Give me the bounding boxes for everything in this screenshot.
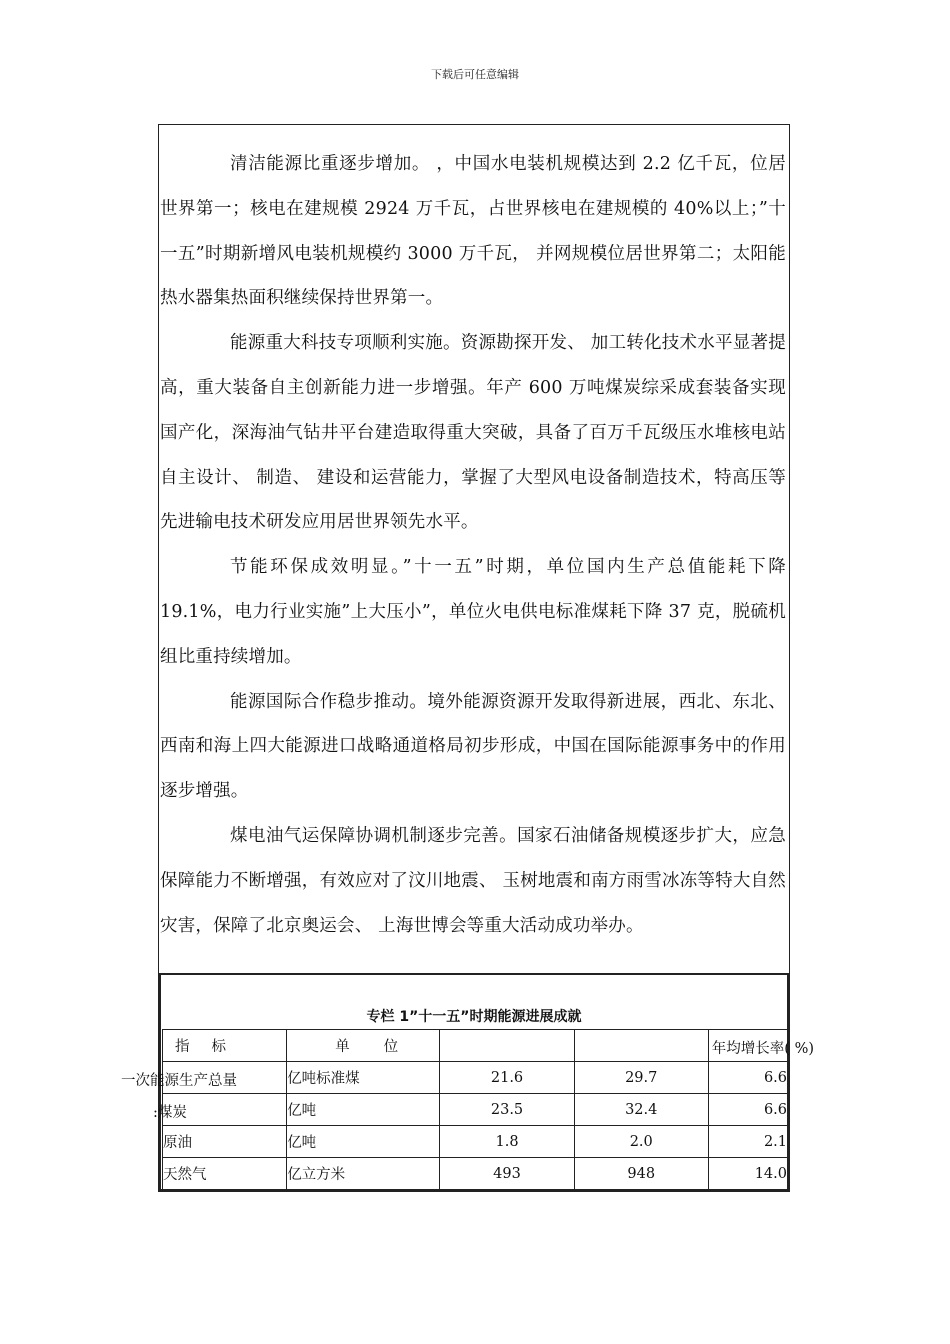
row-value-1: 21.6 (440, 1062, 574, 1094)
table-row (163, 1094, 788, 1126)
row-value-2: 32.4 (574, 1094, 708, 1126)
row-value-2: 29.7 (574, 1062, 708, 1094)
paragraph-technology: 能源重大科技专项顺利实施。资源勘探开发、 加工转化技术水平显著提高，重大装备自主创新能力进一步增强。年产 600 万吨煤炭综采成套装备实现国产化，深海油气钻井平台建造取得重大突破，具备了百万千瓦级压水堆核电站自主设计、 制造、 建设和运营能力，掌握了大型风电设备制造技术，特高压等先进输电技术研发应用居世界领先水平。 (160, 333, 786, 533)
header-indicator: 指标 (163, 1030, 287, 1062)
row-unit: 亿吨标准煤 (287, 1062, 440, 1094)
row-value-2: 948 (574, 1158, 708, 1190)
header-col3 (440, 1030, 574, 1062)
table-row (163, 1158, 788, 1190)
row-value-2: 2.0 (574, 1126, 708, 1158)
table-row (163, 1062, 788, 1094)
table-row (163, 1126, 788, 1158)
row-growth: 2.1 (708, 1126, 787, 1158)
row-growth: 14.0 (708, 1158, 787, 1190)
header-unit: 单位 (287, 1030, 440, 1062)
paragraph-energy-saving: 节能环保成效明显。”十一五”时期，单位国内生产总值能耗下降 19.1%，电力行业实施”上大压小”，单位火电供电标准煤耗下降 37 克，脱硫机组比重持续增加。 (160, 557, 786, 667)
row-growth: 6.6 (708, 1094, 787, 1126)
header-growth-rate: 年均增长率( %) (708, 1030, 787, 1062)
column-box (121, 973, 814, 1191)
energy-stats-table (121, 1029, 814, 1190)
body-text (160, 142, 786, 948)
row-value-1: 493 (440, 1158, 574, 1190)
paragraph-international-cooperation: 能源国际合作稳步推动。境外能源资源开发取得新进展，西北、东北、 西南和海上四大能源进口战略通道格局初步形成，中国在国际能源事务中的作用逐步增强。 (160, 691, 786, 802)
page-header: 下载后可任意编辑 (431, 68, 519, 81)
row-unit: 亿立方米 (287, 1158, 440, 1190)
row-unit: 亿吨 (287, 1126, 440, 1158)
row-growth: 6.6 (708, 1062, 787, 1094)
paragraph-supply-security: 煤电油气运保障协调机制逐步完善。国家石油储备规模逐步扩大，应急保障能力不断增强，有效应对了汶川地震、 玉树地震和南方雨雪冰冻等特大自然灾害，保障了北京奥运会、 上海世博会等重大活动成功举办。 (160, 825, 786, 936)
table-title: 专栏 1”十一五”时期能源进展成就 (366, 1009, 582, 1025)
row-value-1: 23.5 (440, 1094, 574, 1126)
header-col4 (574, 1030, 708, 1062)
row-name: 天然气 (163, 1158, 287, 1190)
row-name: 一次能源生产总量 (163, 1062, 287, 1094)
row-name: 原油 (163, 1126, 287, 1158)
table-header-row (163, 1030, 788, 1062)
row-value-1: 1.8 (440, 1126, 574, 1158)
paragraph-clean-energy: 清洁能源比重逐步增加。 ，中国水电装机规模达到 2.2 亿千瓦，位居世界第一；核电在建规模 2924 万千瓦，占世界核电在建规模的 40%以上；”十一五”时期新增风电装机规模约 3000 万千瓦， 并网规模位居世界第二；太阳能热水器集热面积继续保持世界第一。 (160, 154, 786, 309)
row-unit: 亿吨 (287, 1094, 440, 1126)
row-name: :煤炭 (163, 1094, 287, 1126)
